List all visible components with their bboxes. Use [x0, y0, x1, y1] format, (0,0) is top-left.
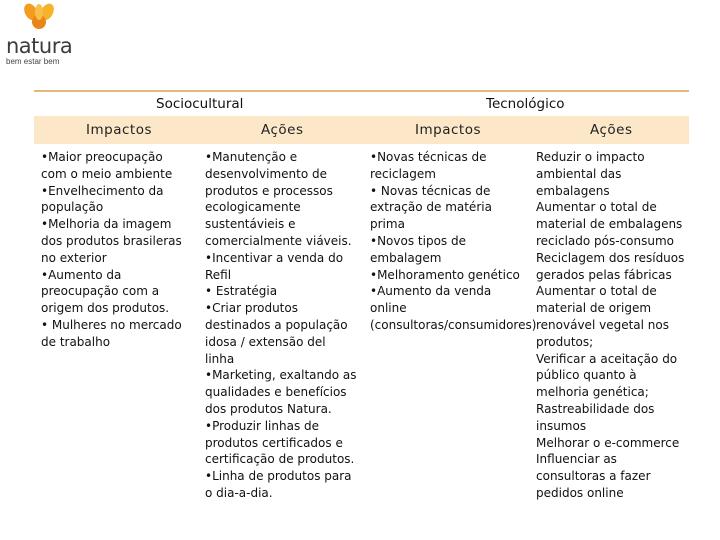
- natura-logo: [4, 2, 74, 66]
- list-item: •Produzir linhas de produtos certificados e certificação de produtos.: [205, 418, 355, 467]
- group-header-tecnologico: Tecnológico: [486, 96, 565, 112]
- list-item: •Maior preocupação com o meio ambiente: [41, 150, 173, 181]
- column-sociocultural-impactos: [41, 149, 191, 351]
- column-tecnologico-impactos: [370, 149, 537, 334]
- list-item: • Estratégia: [205, 284, 278, 299]
- flower-logo-icon: [22, 2, 56, 34]
- list-item: Reciclagem dos resíduos gerados pelas fábricas: [536, 250, 685, 282]
- brand-name: natura: [6, 34, 73, 58]
- subheader-impactos-2: Impactos: [415, 122, 481, 138]
- group-header-sociocultural: Sociocultural: [156, 96, 244, 112]
- brand-tagline: bem estar bem: [6, 57, 60, 66]
- list-item: •Marketing, exaltando as qualidades e benefícios dos produtos Natura.: [205, 368, 357, 416]
- list-item: •Novas técnicas de reciclagem: [370, 150, 487, 181]
- list-item: Aumentar o total de material de origem renovável vegetal nos produtos;: [536, 284, 669, 349]
- list-item: Rastreabilidade dos insumos: [536, 401, 655, 433]
- subheader-impactos-1: Impactos: [86, 122, 152, 138]
- list-item: • Novas técnicas de extração de matéria prima: [370, 183, 492, 232]
- list-item: •Manutenção e desenvolvimento de produtos e processos ecologicamente sustentávieis e comercialmente viáveis.: [205, 150, 352, 248]
- list-item: •Aumento da venda online (consultoras/consumidores): [370, 284, 537, 332]
- subheader-acoes-1: Ações: [261, 122, 304, 138]
- list-item: •Melhoria da imagem dos produtos brasileras no exterior: [41, 217, 182, 265]
- list-item: •Novos tipos de embalagem: [370, 233, 466, 265]
- list-item: •Aumento da preocupação com a origem dos produtos.: [41, 267, 170, 316]
- group-header-row: [34, 92, 689, 116]
- list-item: •Melhoramento genético: [370, 267, 520, 282]
- subheader-row: [34, 116, 689, 144]
- list-item: •Linha de produtos para o dia-a-dia.: [205, 469, 352, 500]
- subheader-acoes-2: Ações: [590, 122, 633, 138]
- column-sociocultural-acoes: [205, 149, 357, 502]
- list-item: •Envelhecimento da população: [41, 183, 164, 215]
- column-tecnologico-acoes: [536, 149, 686, 502]
- list-item: • Mulheres no mercado de trabalho: [41, 317, 182, 349]
- list-item: •Criar produtos destinados a população idosa / extensão del linha: [205, 301, 348, 366]
- list-item: Reduzir o impacto ambiental das embalagens: [536, 150, 645, 198]
- list-item: Verificar a aceitação do público quanto à melhoria genética;: [536, 351, 678, 400]
- list-item: •Incentivar a venda do Refil: [205, 250, 344, 282]
- list-item: Aumentar o total de material de embalagens reciclado pós-consumo: [536, 200, 683, 248]
- list-item: Melhorar o e-commerce: [536, 435, 680, 450]
- list-item: Influenciar as consultoras a fazer pedidos online: [536, 452, 651, 500]
